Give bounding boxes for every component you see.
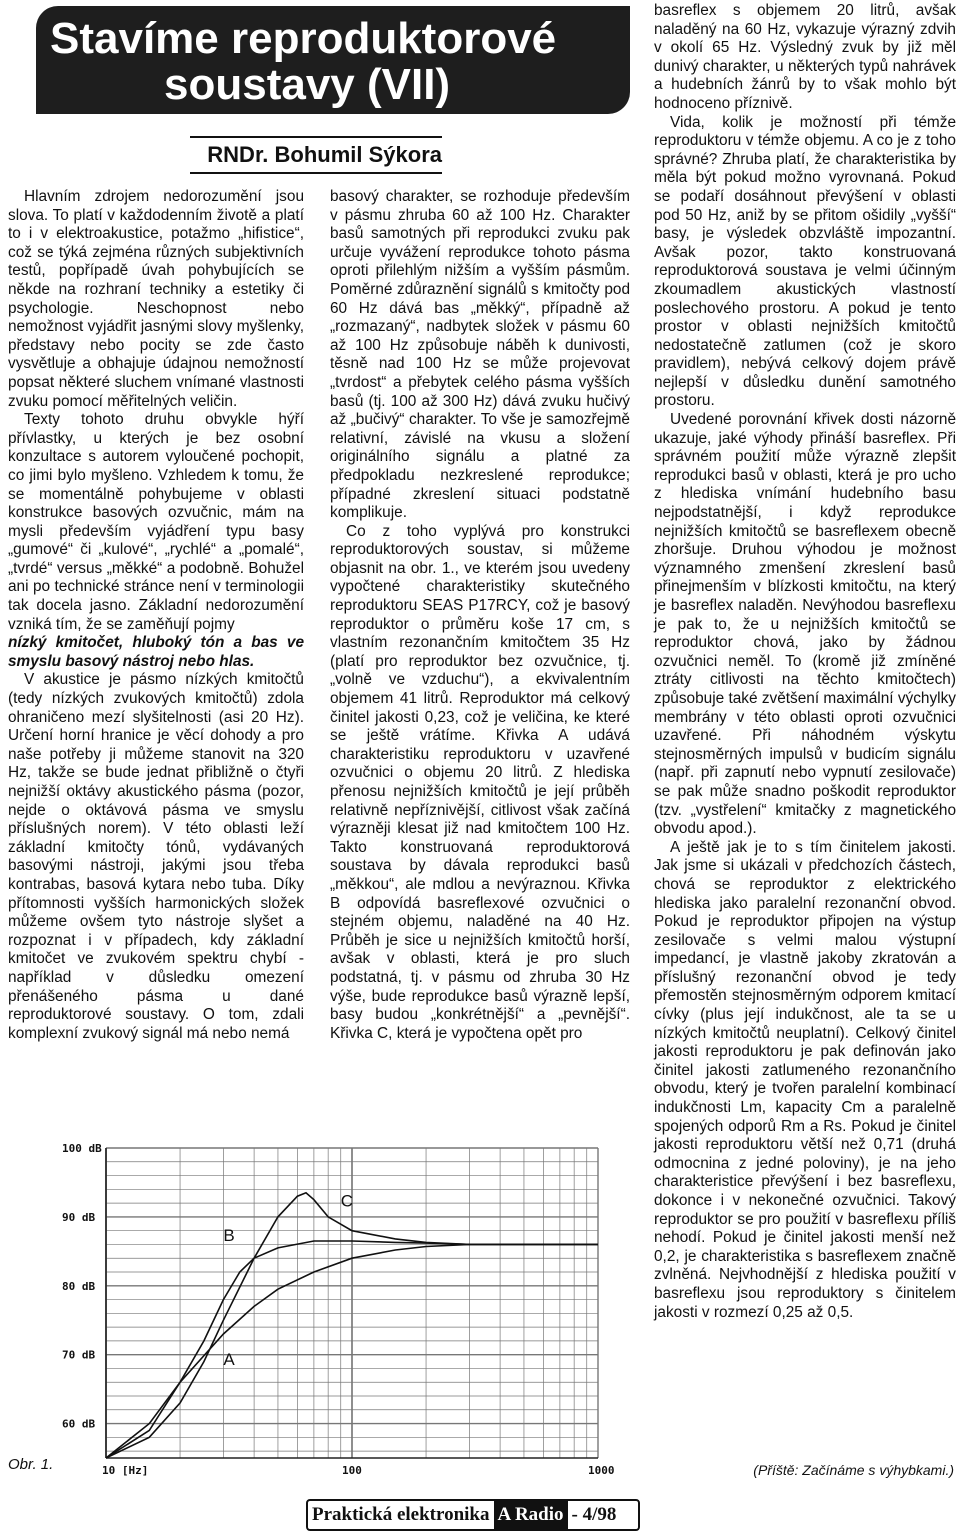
x-tick-label: 100 — [342, 1464, 362, 1477]
x-tick-label: 10 [Hz] — [102, 1464, 149, 1477]
author-rule-top — [190, 136, 442, 138]
footer-issue: - 4/98 — [571, 1504, 617, 1525]
col1-emphasis: nízký kmitočet, hluboký tón a bas ve smyslu basový nástroj nebo hlas. — [8, 634, 304, 670]
series-label-b: B — [223, 1226, 235, 1245]
y-tick-label: 100 dB — [62, 1142, 102, 1155]
author-rule-bottom — [190, 172, 442, 174]
col1-paragraph: Hlavním zdrojem nedorozumění jsou slova. To platí v každodenním životě a platí to i v elektroakustice, potažmo „hifistice“, což se týká zejména různých subjektivních testů, popřípadě úvah pohybujících se někde na rozhraní techniky a estetiky či psychologie. Neschopnost nebo nemožnost vyjádřit jasnými slovy myšlenky, představy nebo pocity se zde často vysvětluje a obhajuje údajnou nemožností popsat některé sluchem vnímané vlastnosti zvuku pomocí měřitelných veličin. — [8, 188, 304, 410]
figure-caption: Obr. 1. — [8, 1456, 54, 1473]
y-tick-label: 90 dB — [62, 1210, 96, 1224]
x-tick-label: 1000 — [588, 1464, 615, 1477]
col2-paragraph: Co z toho vyplývá pro konstrukci reproduktorových soustav, si můžeme objasnit na obr. 1., ve kterém jsou uvedeny vypočtené charakteristiky skutečného reproduktoru SEAS P17RCY, což je basový reproduktor o průměru koše 17 cm, s vlastním rezonančním kmitočtem 35 Hz (platí pro reproduktor bez ozvučnice, tj. „volně ve vzduchu“), a ekvivalentním objemem 41 litrů. Reproduktor má celkový činitel jakosti 0,23, což je veličina, ke které se ještě vrátíme. Křivka A udává charakteristiku reproduktoru v uzavřené ozvučnici o objemu 20 litrů. Z hlediska přenosu nejnižších kmitočtů je její průběh relativně nepříznivější, citlivost však začíná výrazněji klesat již nad kmitočtem 100 Hz. Takto konstruovaná reproduktorová soustava by dávala reprodukci basů „měkkou“, ale mdlou a nevýraznou. Křivka B odpovídá basreflexové ozvučnici o stejném objemu, naladěné na 40 Hz. Průběh je sice u nejnižších kmitočtů horší, avšak v oblasti, která je pro sluch podstatná, tj. v pásmu od zhruba 30 Hz výše, bude reprodukce basů výrazně lepší, basy budou „konkrétnější“ a „pevnější“. Křivka C, která je vypočtena opět pro — [330, 522, 630, 1042]
y-tick-label: 70 dB — [62, 1348, 96, 1362]
title-line-2: soustavy (VII) — [164, 60, 451, 109]
col3-paragraph: basreflex s objemem 20 litrů, avšak naladěný na 60 Hz, vykazuje výrazný zdvih v okolí 65 Hz. Výsledný zvuk by již měl dunivý charakter, u některých typů nahrávek a hudebních žánrů by to však mohlo být hodnoceno příznivě. — [654, 2, 956, 112]
series-label-a: A — [223, 1350, 235, 1369]
col3-paragraph: Uvedené porovnání křivek dosti názorně ukazuje, jaké výhody přináší basreflex. Při správném použití může výrazně zlepšit reprodukci basů v oblasti, která je pro ucho z hlediska vnímání hudebního basu nejpodstatnější, i když reprodukce nejnižších kmitočtů se basreflexem obecně zhoršuje. Druhou výhodou je možnost významného zmenšení zkreslení basů přinejmenším v blízkosti kmitočtu, na který je basreflex naladěn. Nevýhodou basreflexu je pak to, že u nejnižších kmitočtů se reproduktor chová, jako by žádnou ozvučnici neměl. To (kromě již zmíněné ztráty citlivosti na těchto kmitočtech) způsobuje také zvětšení maximální výchylky membrány v této oblasti oproti ozvučnici uzavřené. Při náhodném výskytu stejnosměrných impulsů v budicím signálu (např. při zapnutí nebo vypnutí zesilovače) se pak může snadno poškodit reproduktor (tzv. „vystřelení“ kmitačky z magnetického obvodu apod.). — [654, 411, 956, 838]
page-footer — [306, 1499, 640, 1531]
next-issue-note: (Příště: Začínáme s výhybkami.) — [753, 1462, 954, 1478]
y-tick-label: 80 dB — [62, 1279, 96, 1293]
col1-paragraph: V akustice je pásmo nízkých kmitočtů (tedy nízkých zvukových kmitočtů) zdola ohraničeno mezí slyšitelnosti (asi 20 Hz). Určení horní hranice je věcí dohody a pro naše potřeby ji můžeme stanovit na 320 Hz, takže se bude jednat přibližně o čtyři nejnižší oktávy akustického pásma (pozor, nejde o oktávová pásma ve smyslu příslušných norem). V této oblasti leží základní kmitočty tónů, vydávaných basovými nástroji, jakými jsou třeba kontrabas, basová kytara nebo tuba. Díky přítomnosti vyšších harmonických složek můžeme ovšem tyto nástroje slyšet a rozpoznat i v případech, kdy základní kmitočet ve zvukovém spektru chybí - například v důsledku omezení přenášeného pásma u dané reproduktorové soustavy. O tom, zdali komplexní zvukový signál má nebo nemá — [8, 671, 304, 1042]
series-label-c: C — [340, 1191, 354, 1211]
col1-paragraph: Texty tohoto druhu obvykle hýří přívlastky, u kterých je bez osobní konzultace s autorem vyloučené pochopit, co jimi bylo myšleno. Vzhledem k tomu, že se momentálně pohybujeme v oblasti konstrukce basových ozvučnic, mám na mysli především vyjádření typu basy „gumové“ či „kulové“, „rychlé“ a „pomalé“, „tvrdé“ versus „měkké“ a podobně. Bohužel ani po technické stránce není v terminologii tak docela jasno. Základní nedorozumění vzniká tím, že se zaměňují pojmy — [8, 411, 304, 633]
column-1 — [8, 188, 304, 1043]
footer-magazine: Praktická elektronika — [312, 1504, 490, 1525]
col3-paragraph: A ještě jak je to s tím činitelem jakosti. Jak jsme si ukázali v předchozích částech, chová se reproduktor z elektrického hlediska jako paralelní rezonanční obvod. Pokud je reproduktor připojen na výstup zesilovače s velmi malou výstupní impedancí, je vlastně jakoby zkratován a příslušný rezonanční obvod je tedy přemostěn stejnosměrným odporem kmitací cívky (plus její indukčnost, ale ta se u nízkých kmitočtů neuplatní). Celkový činitel jakosti reproduktoru je pak definován jako činitel jakosti zatlumeného rezonančního obvodu, který je tvořen paralelní kombinací indukčnosti Lm, kapacity Cm a paralelně spojených odporů Rm a Rs. Pokud je činitel jakosti reproduktoru větší než 0,71 (druhá odmocnina z jedné poloviny), je na jeho charakteristice převýšení i bez basreflexu, dokonce i v nekonečné ozvučnici. Takový reproduktor se pro použití v basreflexu příliš nehodí. Pokud je činitel jakosti menší než 0,2, je charakteristika s basreflexem značně zvlněná. Nejvhodnější z hlediska použití v basreflexu jsou reproduktory s činitelem jakosti v rozmezí 0,25 až 0,5. — [654, 838, 956, 1321]
column-2 — [330, 188, 630, 1043]
col3-paragraph: Vida, kolik je možností při témže reproduktoru v témže objemu. A co je z toho správné? Zhruba platí, že charakteristika by měla být pokud možno vyrovnaná. Pokud se podaří dosáhnout převýšení v oblasti pod 50 Hz, aniž by se přitom ošidily „vyšší“ basy, je výsledek obzvláště impozantní. Avšak pozor, takto konstruovaná reproduktorová soustava je velmi účinným zkoumadlem akustických vlastností poslechového prostoru. A pokud je tento prostor v oblasti nejnižších kmitočtů nedostatečně zatlumen (což je skoro pravidlem), nebývá celkový dojem právě nejlepší v důsledku dunění samotného prostoru. — [654, 113, 956, 410]
title-banner — [36, 6, 630, 114]
author-name: RNDr. Bohumil Sýkora — [207, 142, 442, 167]
frequency-response-chart — [8, 1138, 648, 1484]
col2-paragraph: basový charakter, se rozhoduje především v pásmu zhruba 60 až 100 Hz. Charakter basů samotných při reprodukci zvuku pak určuje vyvážení reprodukce tohoto pásma oproti přilehlým nižším a vyšším pásmům. Poměrné zdůraznění signálů s kmitočty pod 60 Hz dává bas „měkký“, případně až „rozmazaný“, nadbytek složek v pásmu 60 až 100 Hz způsobuje náběh k dunivosti, těsně nad 100 Hz se může projevovat „tvrdost“ a přebytek celého pásma vyšších basů (tj. 100 až 300 Hz) dává zvuku hučivý až „bučivý“ charakter. To vše je samozřejmě relativní, závislé na vkusu a složení originálního signálu a platné za předpokladu nezkreslené reprodukce; případné zkreslení situaci podstatně komplikuje. — [330, 188, 630, 522]
column-3 — [654, 2, 956, 1322]
footer-magazine-inverted: A Radio — [494, 1501, 568, 1529]
title-line-1: Stavíme reproduktorové — [50, 14, 557, 63]
y-tick-label: 60 dB — [62, 1417, 96, 1431]
